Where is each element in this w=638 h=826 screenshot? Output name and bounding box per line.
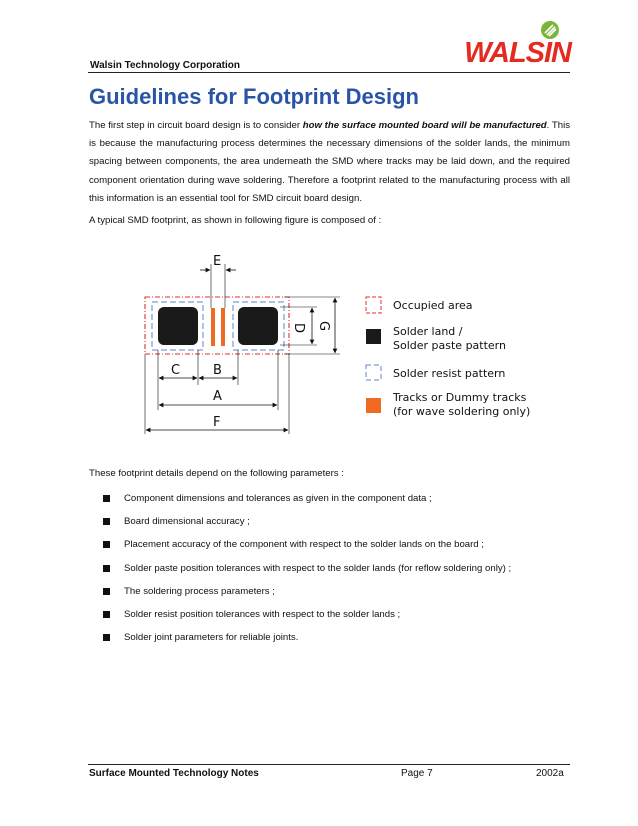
footer-divider [88, 764, 570, 765]
footer-doc-title: Surface Mounted Technology Notes [89, 768, 259, 779]
list-item-text: Solder paste position tolerances with respect to the solder lands (for reflow soldering only) ; [124, 562, 512, 574]
list-item [103, 493, 511, 516]
legend-tracks-label-line2: (for wave soldering only) [393, 405, 530, 418]
walsin-logo [463, 20, 573, 72]
square-bullet-icon [103, 634, 110, 641]
legend-tracks-swatch [366, 398, 381, 413]
legend-occupied-label: Occupied area [393, 299, 473, 312]
dummy-track-1 [211, 308, 215, 346]
solder-land-left [158, 307, 198, 345]
intro-paragraph [89, 117, 570, 208]
legend-resist-label: Solder resist pattern [393, 367, 506, 380]
company-name: Walsin Technology Corporation [90, 60, 240, 71]
list-item [103, 632, 511, 655]
dim-label-f: F [213, 415, 221, 430]
page-title: Guidelines for Footprint Design [89, 84, 419, 109]
square-bullet-icon [103, 495, 110, 502]
square-bullet-icon [103, 611, 110, 618]
list-item [103, 539, 511, 562]
square-bullet-icon [103, 541, 110, 548]
legend-tracks-label-line1: Tracks or Dummy tracks [393, 391, 527, 404]
list-item-text: Solder joint parameters for reliable joints. [124, 632, 299, 644]
walsin-logo-text: WALSIN [464, 37, 571, 69]
solder-land-right [238, 307, 278, 345]
legend-land-swatch [366, 329, 381, 344]
list-item-text: Solder resist position tolerances with respect to the solder lands ; [124, 608, 401, 620]
list-item [103, 609, 511, 632]
dummy-track-2 [221, 308, 225, 346]
list-item [103, 586, 511, 609]
parameters-list [103, 493, 511, 655]
legend-resist-swatch [366, 365, 381, 380]
dim-label-c: C [171, 363, 181, 378]
footprint-figure [130, 250, 530, 440]
dim-label-g: G [316, 321, 331, 332]
list-item-text: The soldering process parameters ; [124, 585, 275, 597]
legend-land-label-line2: Solder paste pattern [393, 339, 506, 352]
header-divider [88, 72, 570, 73]
square-bullet-icon [103, 565, 110, 572]
list-item [103, 516, 511, 539]
parameters-intro: These footprint details depend on the following parameters : [89, 468, 344, 479]
intro-text-start: The first step in circuit board design is to consider [89, 120, 303, 131]
dim-label-d: D [291, 323, 306, 334]
list-item [103, 563, 511, 586]
dim-label-a: A [213, 389, 222, 404]
legend-occupied-swatch [366, 297, 381, 313]
list-item-text: Component dimensions and tolerances as given in the component data ; [124, 493, 432, 504]
square-bullet-icon [103, 518, 110, 525]
list-item-text: Board dimensional accuracy ; [124, 516, 250, 528]
list-item-text: Placement accuracy of the component with respect to the solder lands on the board ; [124, 539, 484, 551]
figure-intro: A typical SMD footprint, as shown in following figure is composed of : [89, 215, 382, 226]
dim-label-e: E [213, 254, 222, 269]
intro-text-rest: . This is because the manufacturing process determines the necessary dimensions of the solder lands, the minimum spacing between components, the area underneath the SMD where tracks may be laid down, and the required component orientation during wave soldering. Therefore a footprint related to the manufacturing process with all this information is an essential tool for SMD circuit board design. [89, 120, 570, 204]
footer-page-number: Page 7 [401, 768, 433, 779]
intro-emphasis: how the surface mounted board will be manufactured [302, 120, 547, 131]
legend-land-label-line1: Solder land / [393, 325, 463, 338]
square-bullet-icon [103, 588, 110, 595]
footer-version: 2002a [536, 768, 564, 779]
dim-label-b: B [213, 363, 222, 378]
